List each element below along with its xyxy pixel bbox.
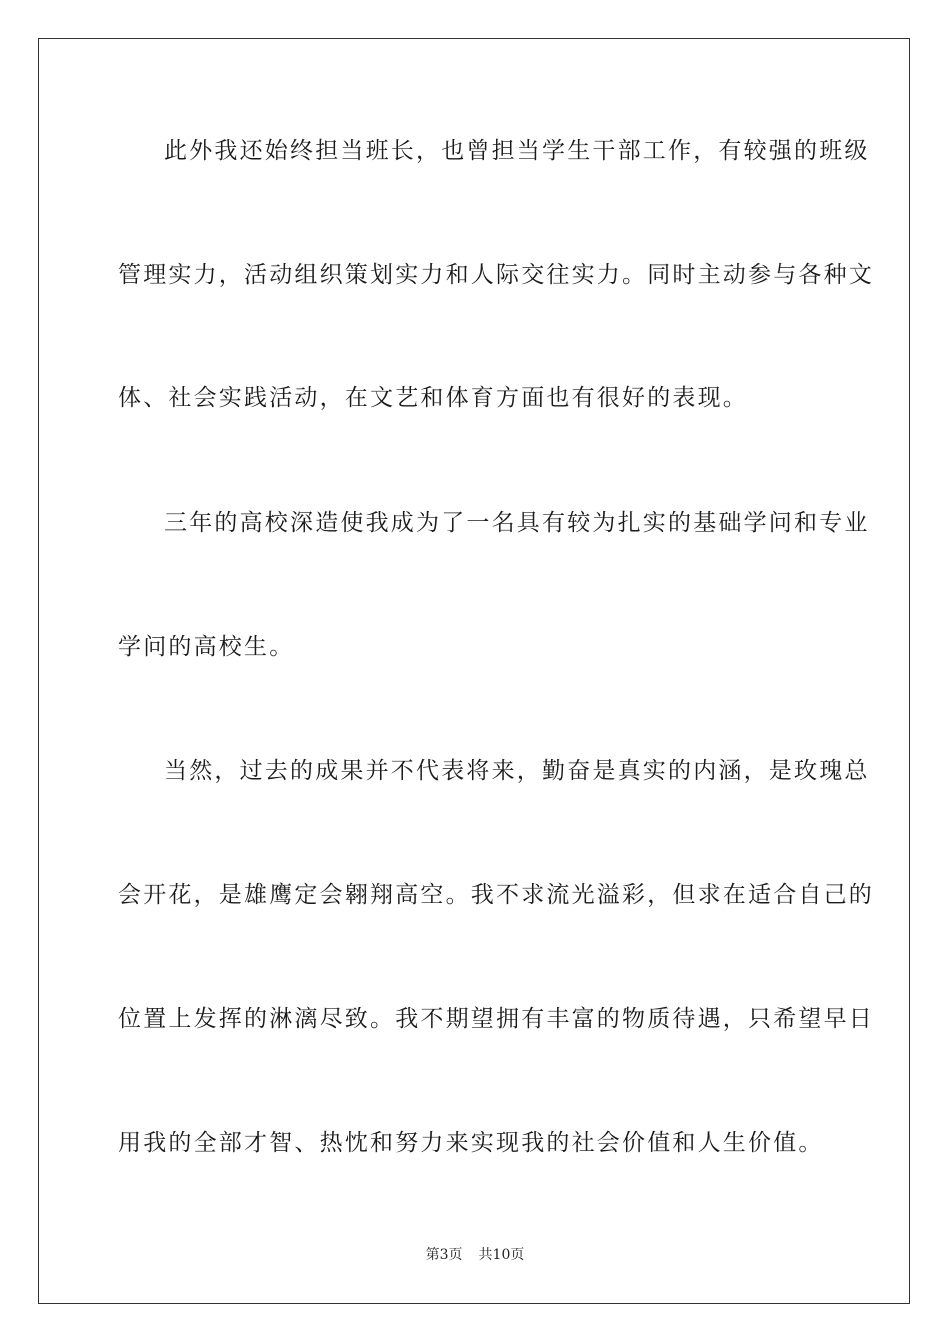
- page-number: 第3页: [425, 1247, 463, 1263]
- paragraph-3-line-3: 位置上发挥的淋漓尽致。我不期望拥有丰富的物质待遇，只希望早日: [118, 1006, 874, 1032]
- page-border: [38, 38, 910, 1304]
- paragraph-2-line-2: 学问的高校生。: [118, 634, 295, 660]
- paragraph-1-line-2: 管理实力，活动组织策划实力和人际交往实力。同时主动参与各种文: [118, 262, 874, 288]
- paragraph-1-line-1: 此外我还始终担当班长，也曾担当学生干部工作，有较强的班级: [164, 138, 870, 164]
- paragraph-3-line-4: 用我的全部才智、热忱和努力来实现我的社会价值和人生价值。: [118, 1130, 824, 1156]
- paragraph-1-line-3: 体、社会实践活动，在文艺和体育方面也有很好的表现。: [118, 385, 748, 411]
- paragraph-2-line-1: 三年的高校深造使我成为了一名具有较为扎实的基础学问和专业: [164, 510, 870, 536]
- page-footer: [0, 1245, 950, 1265]
- paragraph-3-line-1: 当然，过去的成果并不代表将来，勤奋是真实的内涵，是玫瑰总: [164, 758, 870, 784]
- paragraph-3-line-2: 会开花，是雄鹰定会翱翔高空。我不求流光溢彩，但求在适合自己的: [118, 882, 874, 908]
- total-pages: 共10页: [478, 1247, 525, 1263]
